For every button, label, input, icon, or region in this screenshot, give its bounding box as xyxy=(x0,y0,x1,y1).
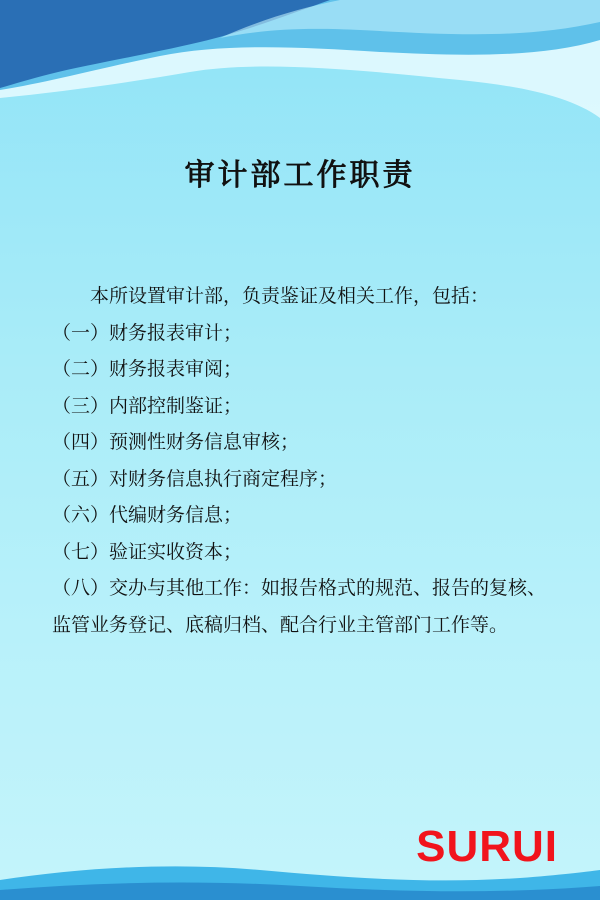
list-item: （三）内部控制鉴证； xyxy=(52,394,243,417)
list-item: （四）预测性财务信息审核； xyxy=(52,431,300,453)
page-title: 审计部工作职责 xyxy=(184,158,416,193)
list-item: （五）对财务信息执行商定程序； xyxy=(52,467,338,490)
list-item: （八）交办与其他工作：如报告格式的规范、报告的复核、监管业务登记、底稿归档、配合行业主管部门工作等。 xyxy=(52,577,547,636)
intro-paragraph: 本所设置审计部，负责鉴证及相关工作，包括： xyxy=(90,285,490,307)
list-item: （七）验证实收资本； xyxy=(52,540,243,563)
list-item: （一）财务报表审计； xyxy=(52,321,243,344)
top-wave-decoration xyxy=(0,0,600,140)
list-item: （六）代编财务信息； xyxy=(52,504,243,526)
brand-logo-text: SURUI xyxy=(416,822,558,871)
list-item: （二）财务报表审阅； xyxy=(52,358,243,380)
duties-text xyxy=(52,278,557,643)
